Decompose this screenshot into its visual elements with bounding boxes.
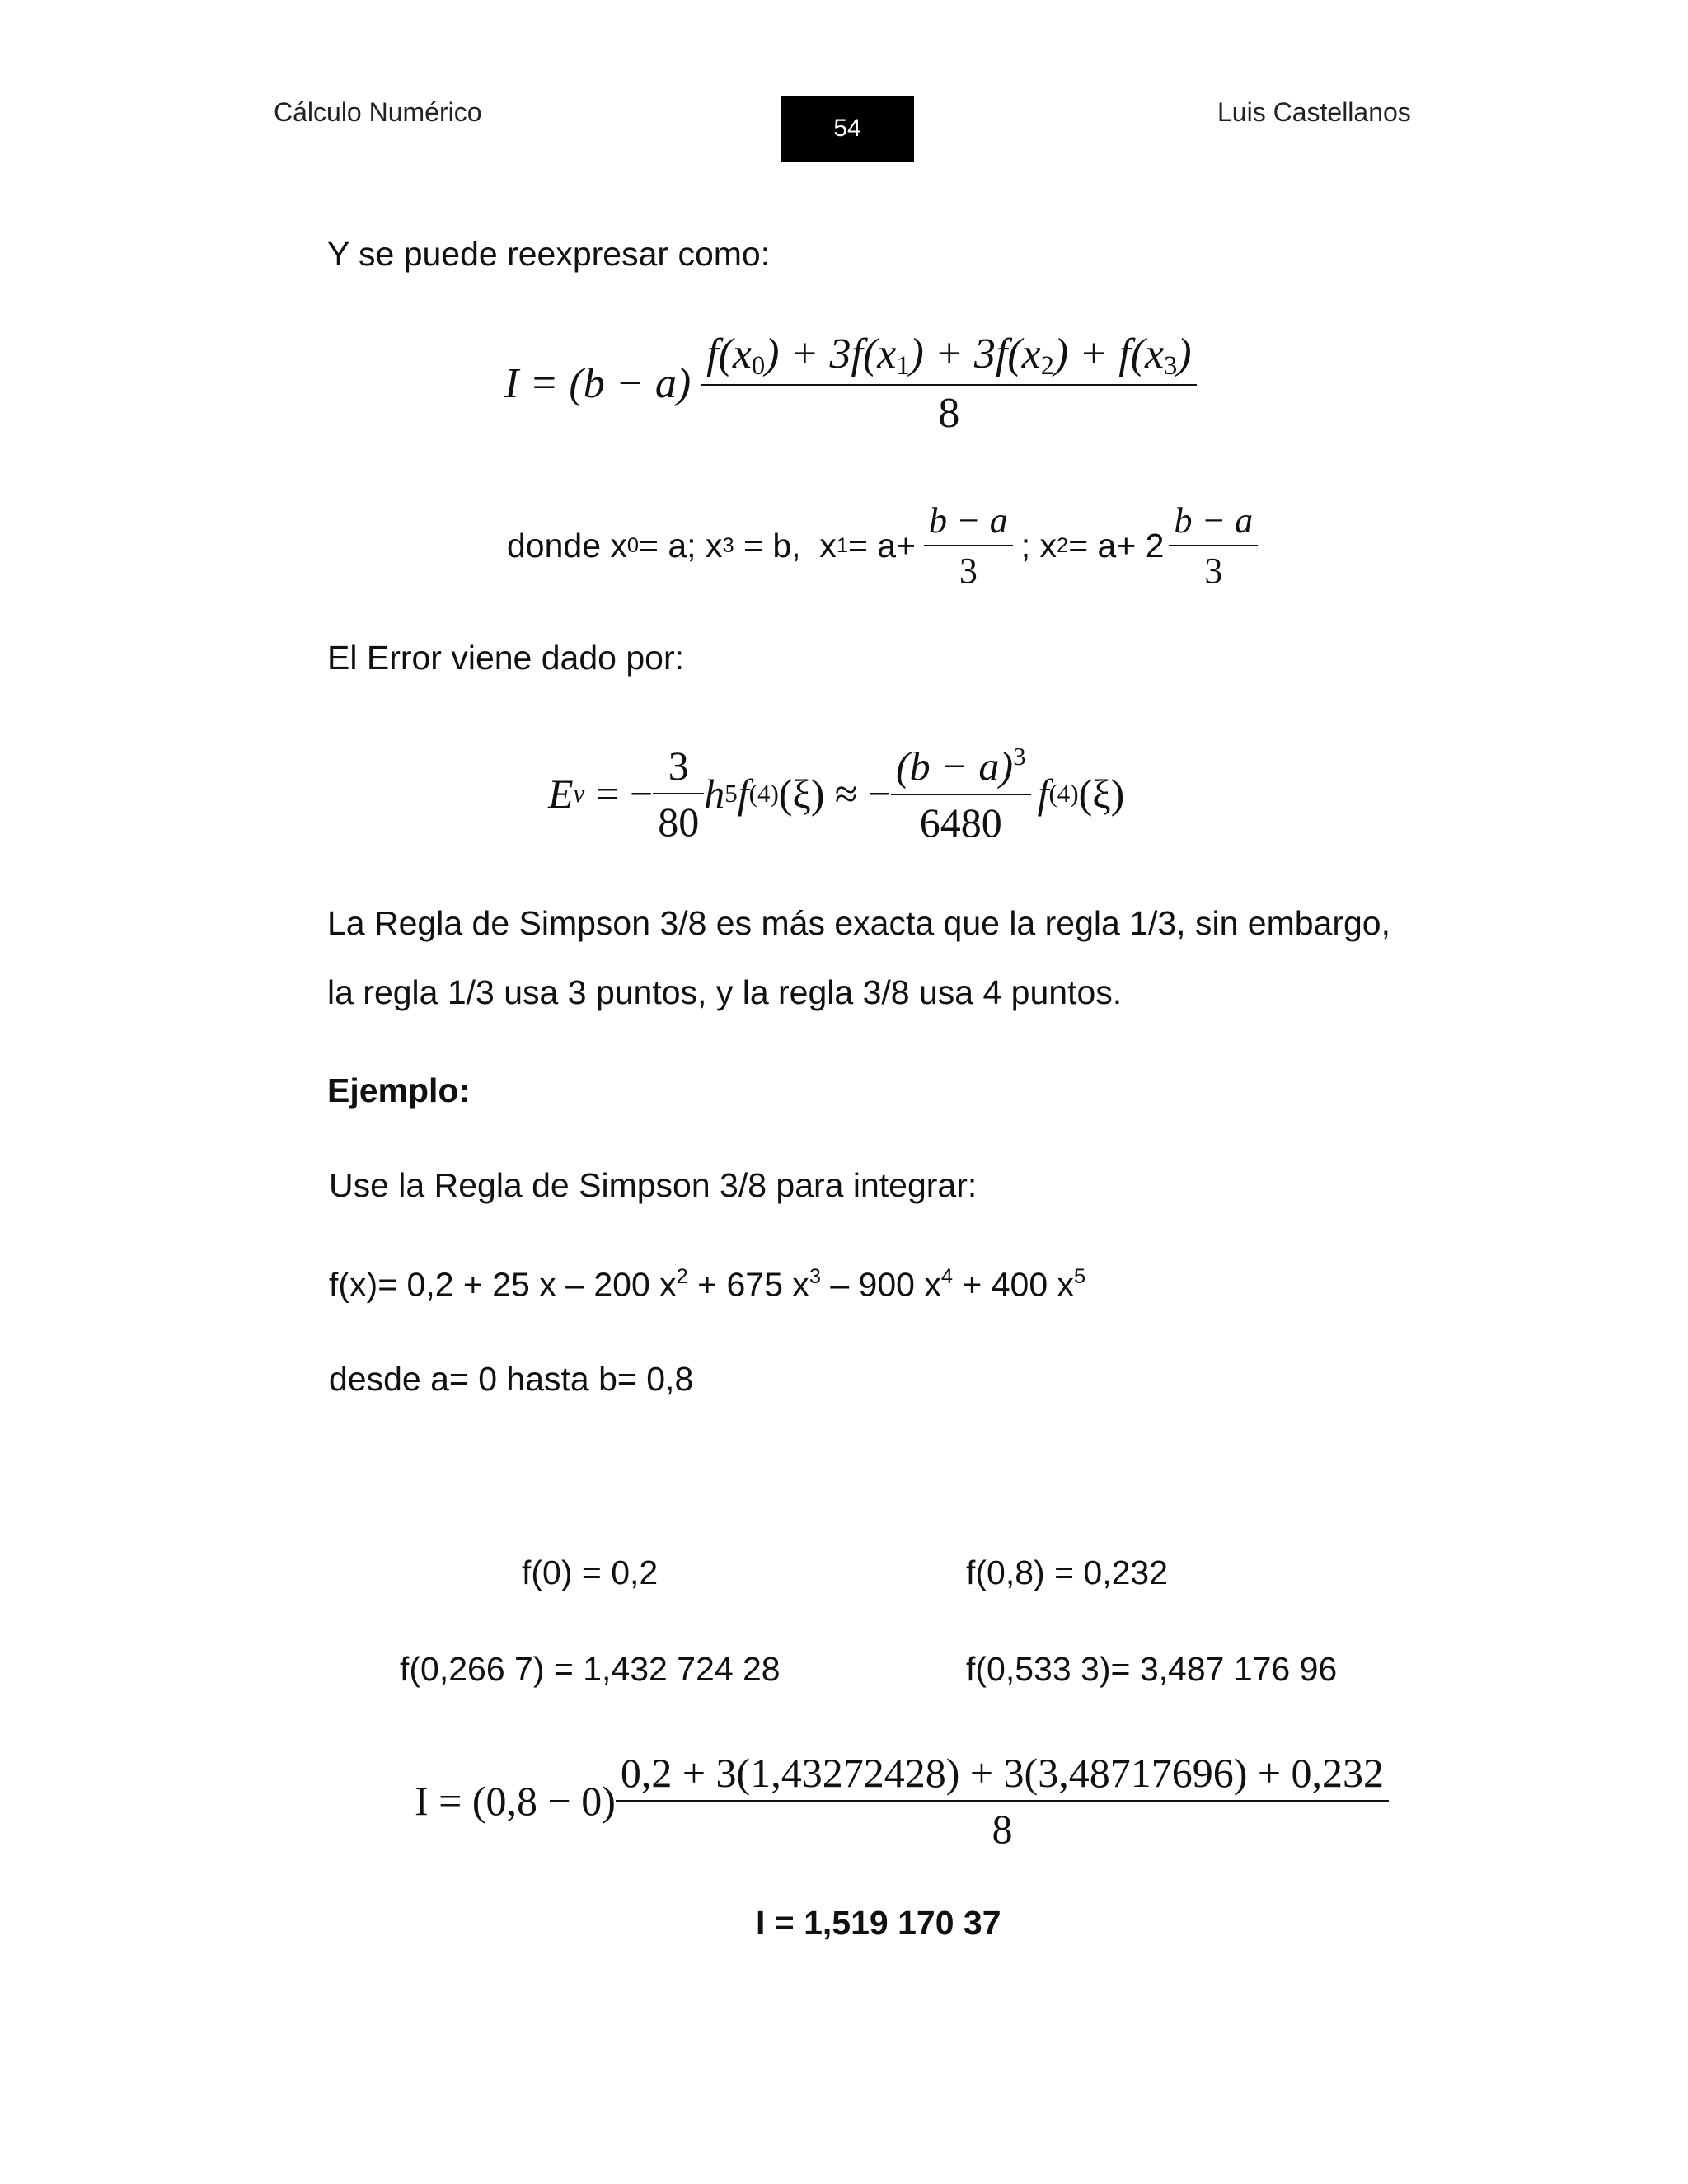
function-definition: f(x)= 0,2 + 25 x – 200 $x^2 + 675$ $x^3 - 900$ $x^4 + 400$ $x^5$: [329, 1265, 1086, 1304]
calculation-lhs: I = (0,8 − 0): [415, 1778, 616, 1824]
calculation-fraction: [616, 1749, 1389, 1853]
formula-lhs: I = (b − a): [504, 360, 692, 408]
error-fraction-1: $\frac{3}{80}$: [653, 742, 704, 846]
formula-numerator: $f(x_0) + 3f(x_1) + 3f(x_2) + f(x_3)$: [706, 330, 1192, 381]
where-definitions: donde x 0 = a; x 3 = b, x 1 = a+ $\frac{b - a}{3}$ ; x 2 = a+ 2 $\frac{b - a}{3}$: [507, 499, 1258, 592]
calculation-formula: [415, 1749, 1389, 1853]
integration-limits: desde a= 0 hasta b= 0,8: [329, 1360, 694, 1398]
value-f05333: f(0,533 3)= 3,487 176 96: [966, 1650, 1338, 1688]
value-f0: f(0) = 0,2: [522, 1554, 659, 1591]
error-fraction-2: $\frac{(b - a)^3}{6480}$: [891, 742, 1031, 846]
value-f02667: f(0,266 7) = 1,432 724 28: [400, 1650, 781, 1688]
paragraph-line-2: la regla 1/3 usa 3 puntos, y la regla 3/8 usa 4 puntos.: [327, 973, 1123, 1011]
example-heading: Ejemplo:: [327, 1071, 471, 1109]
header-author: Luis Castellanos: [1217, 97, 1411, 127]
example-task: Use la Regla de Simpson 3/8 para integrar:: [329, 1166, 978, 1204]
simpson-formula: [504, 330, 1197, 438]
fraction-x1: $\frac{b - a}{3}$: [924, 499, 1013, 592]
page-number: 54: [781, 96, 914, 162]
value-f08: f(0,8) = 0,232: [966, 1554, 1169, 1591]
calculation-denominator: 8: [616, 1800, 1389, 1853]
header-title: Cálculo Numérico: [274, 97, 482, 127]
paragraph-line-1: La Regla de Simpson 3/8 es más exacta que la regla 1/3, sin embargo,: [327, 904, 1390, 942]
error-intro-text: El Error viene dado por:: [327, 639, 685, 677]
result-value: I = 1,519 170 37: [756, 1904, 1001, 1942]
formula-fraction: [701, 330, 1196, 438]
formula-denominator: 8: [701, 384, 1196, 438]
calculation-numerator: 0,2 + 3(1,43272428) + 3(3,48717696) + 0,232: [620, 1750, 1385, 1796]
fraction-x2: $\frac{b - a}{3}$: [1169, 499, 1258, 592]
error-formula: E v = − $\frac{3}{80}$ h 5 f (4) (ξ) ≈ − $\frac{(b - a)^3}{6480}$ f (4) (ξ): [548, 742, 1125, 846]
intro-text: Y se puede reexpresar como:: [327, 235, 771, 273]
